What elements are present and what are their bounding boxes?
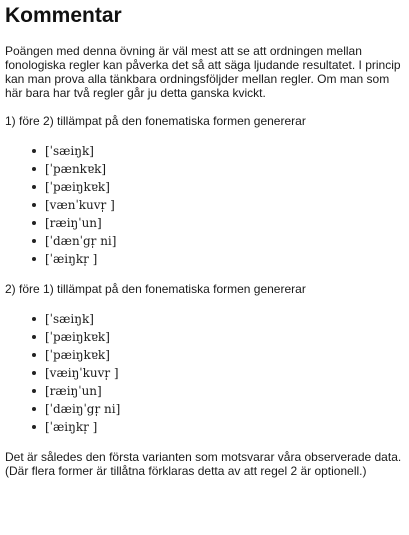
- list-item: [45, 400, 403, 418]
- bullet-icon: [32, 239, 36, 243]
- list-item: [45, 346, 403, 364]
- case2-heading: 2) före 1) tillämpat på den fonematiska formen genererar: [5, 282, 306, 296]
- bullet-icon: [32, 425, 36, 429]
- form-text: [ˈæiŋkr̩ ]: [45, 420, 98, 434]
- bullet-icon: [32, 203, 36, 207]
- form-text: [ˈpænkɐk]: [45, 162, 107, 176]
- form-text: [ˈpæiŋkɐk]: [45, 330, 110, 344]
- list-item: [45, 382, 403, 400]
- form-text: [ˈdæiŋˈgr̩ ni]: [45, 402, 121, 416]
- list-item: [45, 418, 403, 436]
- bullet-icon: [32, 407, 36, 411]
- bullet-icon: [32, 167, 36, 171]
- bullet-icon: [32, 353, 36, 357]
- case2-form-list: [5, 310, 403, 436]
- form-text: [ˈsæiŋk]: [45, 144, 94, 158]
- case1-form-list: [5, 142, 403, 268]
- form-text: [ræiŋˈun]: [45, 216, 102, 230]
- bullet-icon: [32, 389, 36, 393]
- list-item: [45, 214, 403, 232]
- intro-paragraph: Poängen med denna övning är väl mest att se att ordningen mellan fonologiska regler kan påverka det så att säga ljudande resultatet. I princip kan man prova alla tänkbara ordningsföljder mellan regler. Om man som här bara har två regler går ju detta ganska kvickt.: [5, 44, 401, 100]
- list-item: [45, 142, 403, 160]
- form-text: [ˈæiŋkr̩ ]: [45, 252, 98, 266]
- list-item: [45, 178, 403, 196]
- list-item: [45, 328, 403, 346]
- bullet-icon: [32, 317, 36, 321]
- list-item: [45, 364, 403, 382]
- bullet-icon: [32, 149, 36, 153]
- form-text: [væiŋˈkuvr̩ ]: [45, 366, 119, 380]
- form-text: [ræiŋˈun]: [45, 384, 102, 398]
- bullet-icon: [32, 185, 36, 189]
- bullet-icon: [32, 221, 36, 225]
- commentary-page: [5, 0, 403, 478]
- conclusion-paragraph: Det är således den första varianten som motsvarar våra observerade data. (Där flera former är tillåtna förklaras detta av att regel 2 är optionell.): [5, 450, 402, 478]
- list-item: [45, 232, 403, 250]
- page-title: Kommentar: [5, 4, 122, 27]
- form-text: [ˈsæiŋk]: [45, 312, 94, 326]
- list-item: [45, 250, 403, 268]
- bullet-icon: [32, 335, 36, 339]
- list-item: [45, 310, 403, 328]
- list-item: [45, 160, 403, 178]
- bullet-icon: [32, 257, 36, 261]
- form-text: [vænˈkuvr̩ ]: [45, 198, 115, 212]
- list-item: [45, 196, 403, 214]
- form-text: [ˈpæiŋkɐk]: [45, 348, 110, 362]
- bullet-icon: [32, 371, 36, 375]
- form-text: [ˈdænˈgr̩ ni]: [45, 234, 117, 248]
- case1-heading: 1) före 2) tillämpat på den fonematiska formen genererar: [5, 114, 306, 128]
- form-text: [ˈpæiŋkɐk]: [45, 180, 110, 194]
